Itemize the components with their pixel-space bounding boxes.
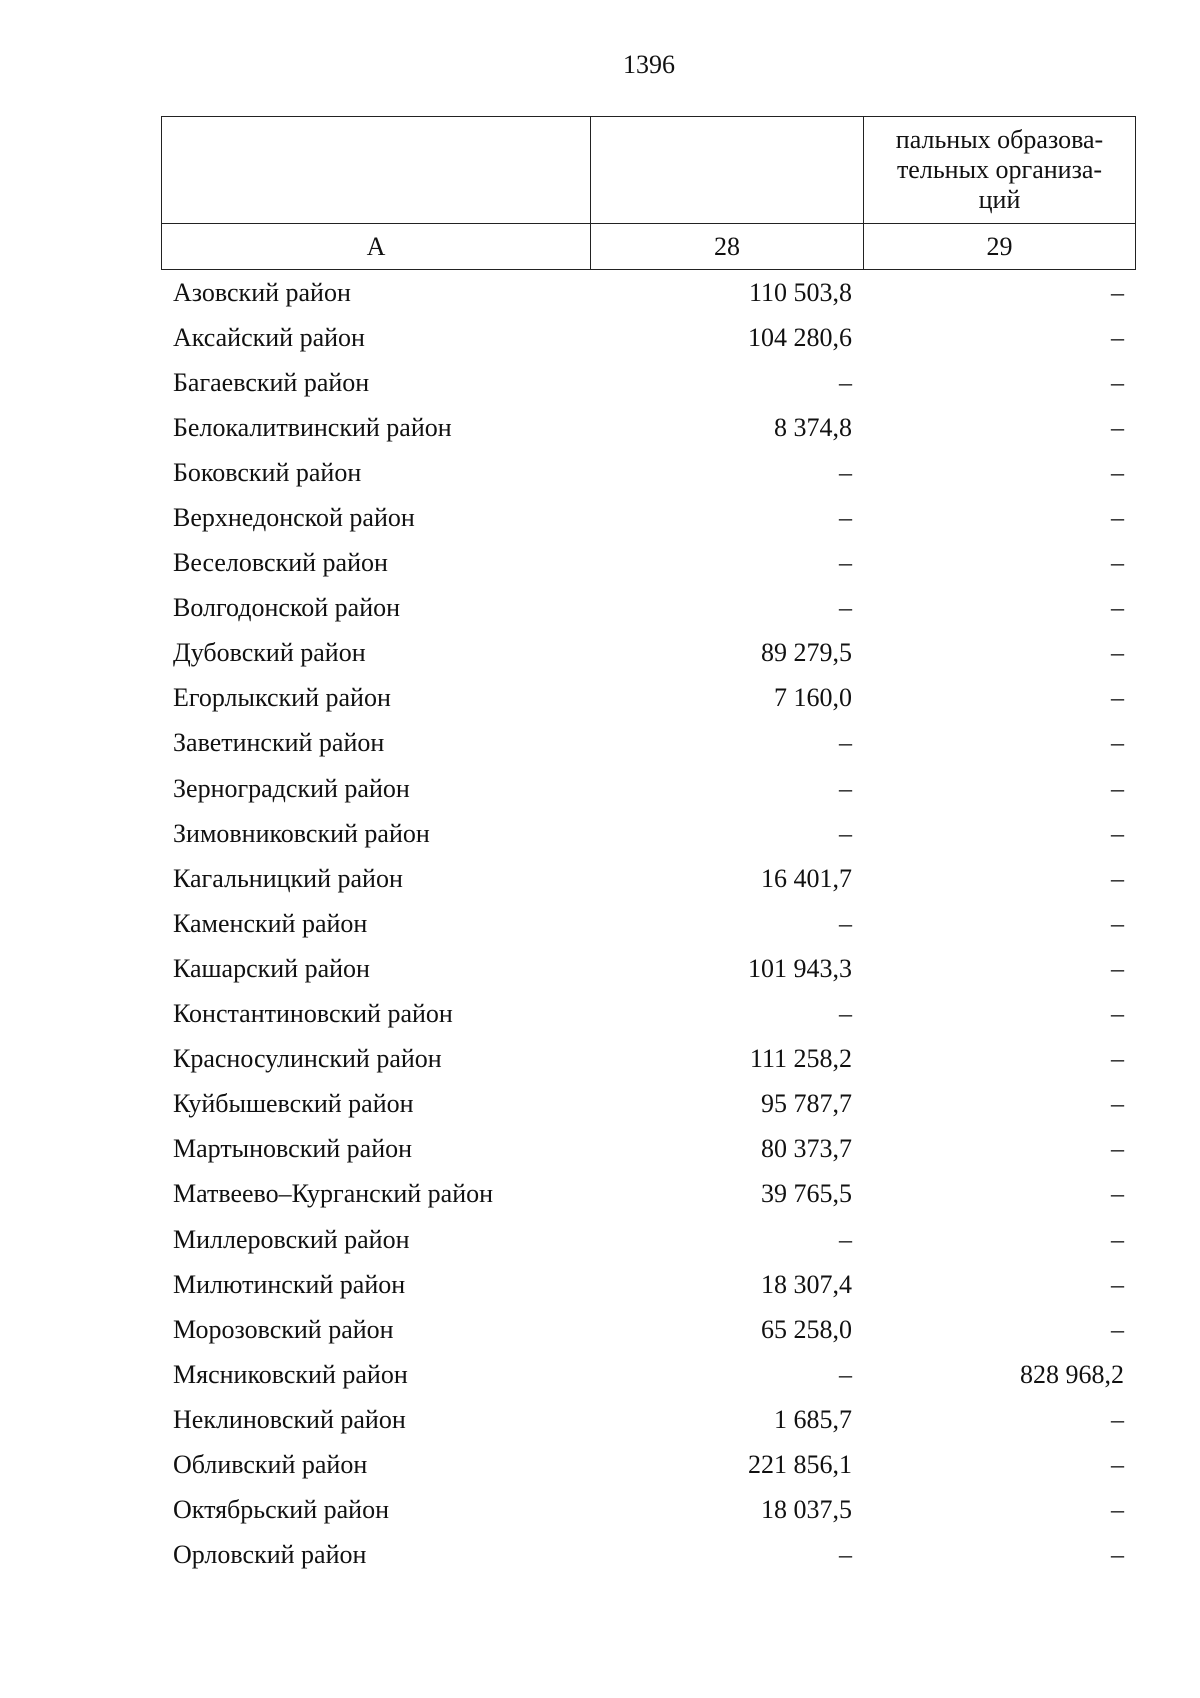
table-row <box>161 1262 1135 1307</box>
value-col-28: 95 787,7 <box>761 1089 852 1119</box>
table-row <box>161 1533 1135 1578</box>
value-col-28: – <box>839 1359 852 1389</box>
district-name: Куйбышевский район <box>173 1089 414 1119</box>
table-row <box>161 946 1135 991</box>
value-col-28: 18 037,5 <box>761 1495 852 1525</box>
header-number-row <box>162 224 1136 270</box>
table-row <box>161 992 1135 1037</box>
district-name: Орловский район <box>173 1540 367 1570</box>
value-col-29: – <box>1111 1269 1124 1299</box>
value-col-29: – <box>1111 638 1124 668</box>
value-col-29: – <box>1111 1044 1124 1074</box>
value-col-29: 828 968,2 <box>1020 1359 1124 1389</box>
table-row <box>161 1397 1135 1442</box>
value-col-28: 39 765,5 <box>761 1179 852 1209</box>
value-col-29: – <box>1111 953 1124 983</box>
district-name: Боковский район <box>173 457 362 487</box>
value-col-28: 16 401,7 <box>761 863 852 893</box>
value-col-28: – <box>839 503 852 533</box>
value-col-28: – <box>839 999 852 1029</box>
table-row <box>161 766 1135 811</box>
header-cell-col3 <box>864 117 1136 224</box>
value-col-29: – <box>1111 593 1124 623</box>
table-row <box>161 901 1135 946</box>
value-col-29: – <box>1111 1224 1124 1254</box>
value-col-29: – <box>1111 1495 1124 1525</box>
value-col-29: – <box>1111 1314 1124 1344</box>
value-col-29: – <box>1111 999 1124 1029</box>
value-col-29: – <box>1111 1089 1124 1119</box>
district-name: Кагальницкий район <box>173 863 403 893</box>
table-row <box>161 450 1135 495</box>
header-number-col3: 29 <box>864 224 1136 270</box>
table-row <box>161 1172 1135 1217</box>
table-row <box>161 1307 1135 1352</box>
table-body <box>161 270 1135 1578</box>
district-name: Белокалитвинский район <box>173 412 452 442</box>
district-name: Егорлыкский район <box>173 683 391 713</box>
value-col-28: 1 685,7 <box>774 1404 852 1434</box>
value-col-29: – <box>1111 1404 1124 1434</box>
value-col-29: – <box>1111 503 1124 533</box>
table-row <box>161 315 1135 360</box>
value-col-29: – <box>1111 1449 1124 1479</box>
header-number-col2: 28 <box>591 224 864 270</box>
table-row <box>161 676 1135 721</box>
value-col-28: – <box>839 457 852 487</box>
value-col-28: – <box>839 593 852 623</box>
value-col-29: – <box>1111 367 1124 397</box>
header-cell-col2 <box>591 117 864 224</box>
district-name: Матвеево–Курганский район <box>173 1179 494 1209</box>
district-name: Красносулинский район <box>173 1044 442 1074</box>
table-row <box>161 495 1135 540</box>
value-col-28: 65 258,0 <box>761 1314 852 1344</box>
value-col-28: 7 160,0 <box>774 683 852 713</box>
table-row <box>161 270 1135 315</box>
value-col-28: – <box>839 548 852 578</box>
value-col-29: – <box>1111 728 1124 758</box>
table-row <box>161 405 1135 450</box>
value-col-28: 104 280,6 <box>748 322 852 352</box>
value-col-28: 80 373,7 <box>761 1134 852 1164</box>
district-name: Азовский район <box>173 277 351 307</box>
value-col-29: – <box>1111 412 1124 442</box>
district-name: Милютинский район <box>173 1269 406 1299</box>
value-col-28: – <box>839 1540 852 1570</box>
value-col-28: – <box>839 773 852 803</box>
value-col-29: – <box>1111 1134 1124 1164</box>
table-row <box>161 721 1135 766</box>
district-name: Мартыновский район <box>173 1134 413 1164</box>
table-row <box>161 1352 1135 1397</box>
district-name: Зерноградский район <box>173 773 410 803</box>
table-header <box>161 116 1136 270</box>
district-name: Зимовниковский район <box>173 818 430 848</box>
table-row <box>161 1082 1135 1127</box>
value-col-29: – <box>1111 683 1124 713</box>
district-name: Неклиновский район <box>173 1404 406 1434</box>
value-col-29: – <box>1111 457 1124 487</box>
value-col-29: – <box>1111 773 1124 803</box>
value-col-29: – <box>1111 548 1124 578</box>
district-name: Константиновский район <box>173 999 453 1029</box>
table-row <box>161 1037 1135 1082</box>
table-row <box>161 631 1135 676</box>
value-col-29: – <box>1111 863 1124 893</box>
value-col-28: 89 279,5 <box>761 638 852 668</box>
value-col-28: 111 258,2 <box>749 1044 852 1074</box>
value-col-28: – <box>839 367 852 397</box>
value-col-29: – <box>1111 322 1124 352</box>
table-row <box>161 360 1135 405</box>
table-row <box>161 1488 1135 1533</box>
district-name: Миллеровский район <box>173 1224 410 1254</box>
district-name: Морозовский район <box>173 1314 394 1344</box>
table-row <box>161 1127 1135 1172</box>
header-col3-text: пальных образова- тельных организа- ций <box>895 125 1104 214</box>
value-col-29: – <box>1111 277 1124 307</box>
district-name: Каменский район <box>173 908 368 938</box>
district-name: Волгодонской район <box>173 593 401 623</box>
table-row <box>161 811 1135 856</box>
value-col-29: – <box>1111 908 1124 938</box>
value-col-28: – <box>839 818 852 848</box>
district-name: Октябрьский район <box>173 1495 389 1525</box>
district-name: Мясниковский район <box>173 1359 408 1389</box>
value-col-28: 18 307,4 <box>761 1269 852 1299</box>
district-name: Дубовский район <box>173 638 366 668</box>
district-name: Аксайский район <box>173 322 365 352</box>
district-name: Багаевский район <box>173 367 370 397</box>
district-name: Обливский район <box>173 1449 368 1479</box>
table-row <box>161 541 1135 586</box>
value-col-28: 101 943,3 <box>748 953 852 983</box>
district-name: Верхнедонской район <box>173 503 415 533</box>
district-name: Кашарский район <box>173 953 370 983</box>
table-row <box>161 1442 1135 1487</box>
value-col-28: – <box>839 908 852 938</box>
header-number-col1: А <box>162 224 591 270</box>
page-number: 1396 <box>623 50 675 79</box>
value-col-29: – <box>1111 818 1124 848</box>
value-col-29: – <box>1111 1540 1124 1570</box>
district-name: Заветинский район <box>173 728 385 758</box>
value-col-28: – <box>839 1224 852 1254</box>
value-col-28: 110 503,8 <box>748 277 852 307</box>
district-name: Веселовский район <box>173 548 388 578</box>
value-col-28: 221 856,1 <box>748 1449 852 1479</box>
value-col-28: 8 374,8 <box>774 412 852 442</box>
value-col-28: – <box>839 728 852 758</box>
table-row <box>161 586 1135 631</box>
value-col-29: – <box>1111 1179 1124 1209</box>
table-row <box>161 856 1135 901</box>
header-cell-col1 <box>162 117 591 224</box>
table-row <box>161 1217 1135 1262</box>
header-text-row <box>162 117 1136 224</box>
